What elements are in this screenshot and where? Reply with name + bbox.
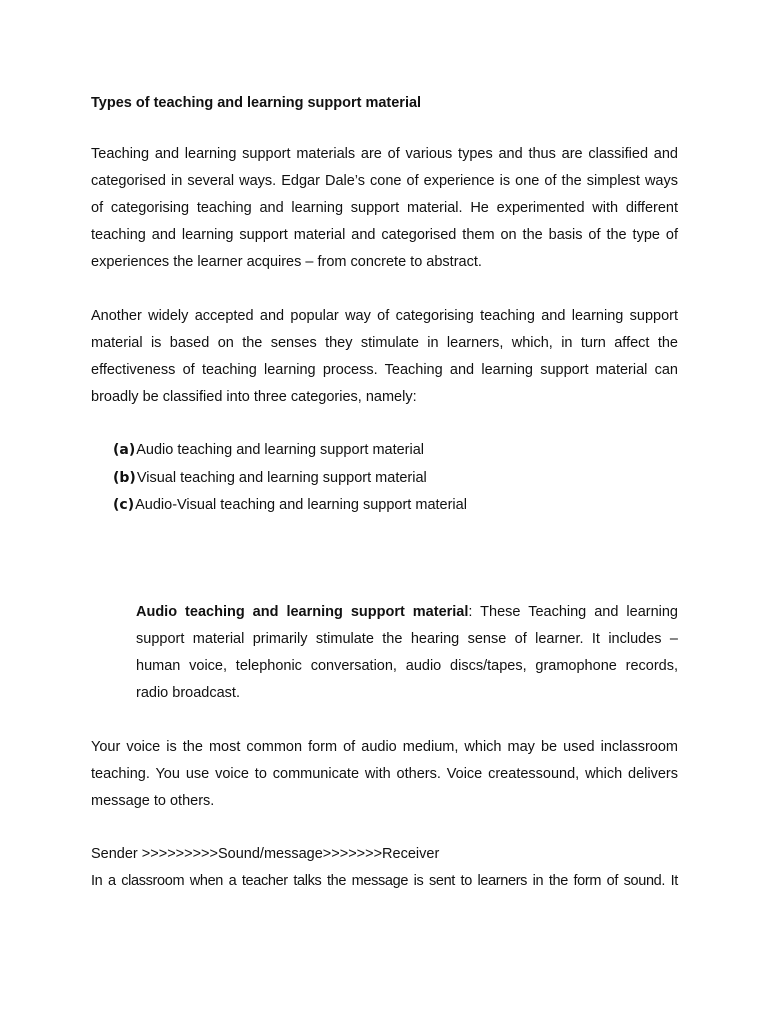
- category-list: [113, 437, 467, 520]
- audio-definition-text: : These Teaching and learning support material primarily stimulate the hearing sense of learner. It includes – human voice, telephonic conversation, audio discs/tapes, gramophone records, radio broadcast.: [136, 604, 678, 701]
- paragraph-senses: Another widely accepted and popular way of categorising teaching and learning support material is based on the senses they stimulate in learners, which, in turn affect the effectiveness of teaching learning process. Teaching and learning support material can broadly be classified into three categories, namely:: [91, 308, 678, 405]
- audio-term: Audio teaching and learning support material: [136, 604, 469, 620]
- communication-flow: Sender >>>>>>>>>Sound/message>>>>>>>Receiver: [91, 846, 440, 862]
- audio-definition: [136, 599, 678, 707]
- list-item-text: Visual teaching and learning support material: [136, 469, 427, 486]
- list-item-text: Audio teaching and learning support material: [136, 442, 425, 458]
- paragraph-classroom: In a classroom when a teacher talks the message is sent to learners in the form of sound. It: [91, 873, 678, 889]
- list-marker: (b): [113, 469, 136, 486]
- list-item: [113, 465, 467, 493]
- paragraph-voice: Your voice is the most common form of audio medium, which may be used inclassroom teaching. You use voice to communicate with others. Voice createssound, which delivers message to others.: [91, 739, 678, 809]
- list-marker: (c): [113, 497, 135, 513]
- section-heading: Types of teaching and learning support material: [91, 95, 422, 111]
- list-marker: (a): [113, 442, 136, 458]
- list-item-text: Audio-Visual teaching and learning support material: [135, 497, 467, 513]
- list-item: [113, 437, 467, 465]
- paragraph-intro: Teaching and learning support materials are of various types and thus are classified and categorised in several ways. Edgar Dale’s cone of experience is one of the simplest ways of categorising teaching and learning support material. He experimented with different teaching and learning support material and categorised them on the basis of the type of experiences the learner acquires – from concrete to abstract.: [91, 146, 678, 270]
- list-item: [113, 492, 467, 520]
